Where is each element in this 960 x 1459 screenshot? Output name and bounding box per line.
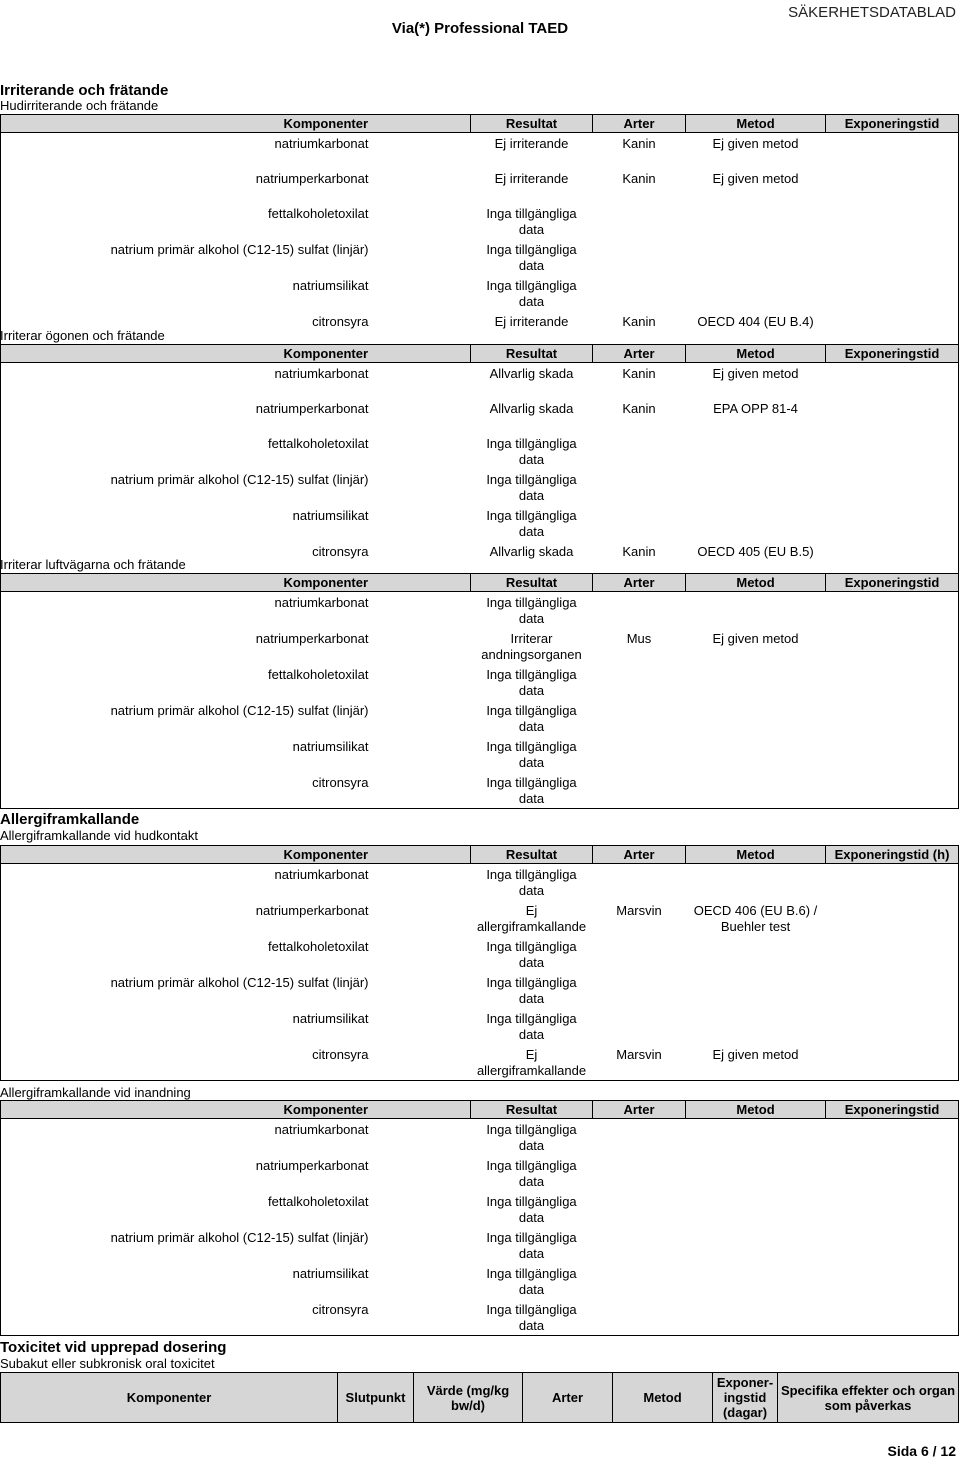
cell-comp: fettalkoholetoxilat [1,1191,471,1227]
table-row [1,592,959,629]
cell-comp: natriumkarbonat [1,864,471,901]
column-header: Arter [523,1373,613,1423]
subtitle-inhalation-sensitization: Allergiframkallande vid inandning [0,1085,191,1100]
cell-method [686,1263,826,1299]
section-title-irritation: Irriterande och frätande [0,82,169,99]
table-header-row [1,574,959,592]
cell-species [593,505,686,541]
cell-comp: natriumsilikat [1,505,471,541]
cell-time [826,864,959,901]
cell-result: Inga tillgängliga data [486,1194,577,1225]
cell-species [593,1263,686,1299]
cell-comp: fettalkoholetoxilat [1,664,471,700]
cell-comp: natriumsilikat [1,275,471,311]
table-row [1,772,959,809]
table-row [1,936,959,972]
column-header: Arter [593,115,686,133]
table-row [1,1227,959,1263]
cell-result: Inga tillgängliga data [486,1266,577,1297]
column-header: Exponer-ingstid (dagar) [713,1373,778,1423]
cell-species [593,864,686,901]
cell-result: Inga tillgängliga data [486,703,577,734]
column-header: Arter [593,1101,686,1119]
table-row [1,398,959,433]
cell-result: Ej irriterande [494,136,569,151]
cell-time [826,1191,959,1227]
column-header: Slutpunkt [338,1373,414,1423]
cell-time [826,133,959,169]
cell-result: Inga tillgängliga data [486,1011,577,1042]
table-row [1,203,959,239]
cell-method: OECD 405 (EU B.5) [686,541,826,577]
column-header: Exponeringstid [826,574,959,592]
cell-time [826,469,959,505]
cell-result: Ej irriterande [494,171,569,186]
page-number: Sida 6 / 12 [887,1443,956,1459]
cell-species [593,972,686,1008]
table-row [1,736,959,772]
cell-comp: natriumkarbonat [1,1119,471,1156]
cell-method [686,736,826,772]
column-header: Exponeringstid [826,115,959,133]
cell-comp: citronsyra [1,1299,471,1336]
cell-method [686,972,826,1008]
cell-method [686,664,826,700]
column-header: Värde (mg/kg bw/d) [414,1373,523,1423]
column-header: Exponeringstid (h) [826,846,959,864]
cell-comp: natriumkarbonat [1,133,471,169]
cell-result: Allvarlig skada [489,401,574,416]
column-header: Arter [593,846,686,864]
cell-time [826,1263,959,1299]
table-row [1,864,959,901]
cell-time [826,1044,959,1081]
cell-method [686,592,826,629]
cell-comp: natriumsilikat [1,736,471,772]
cell-comp: natrium primär alkohol (C12-15) sulfat (linjär) [1,700,471,736]
cell-method [686,433,826,469]
cell-result: Ej allergiframkallande [476,903,587,934]
cell-species [593,239,686,275]
cell-time [826,772,959,809]
table-row [1,1119,959,1156]
cell-species [593,203,686,239]
table-row [1,1155,959,1191]
cell-comp: natriumsilikat [1,1263,471,1299]
cell-method [686,505,826,541]
cell-species [593,1155,686,1191]
table-row [1,1263,959,1299]
repeated-dose-table [0,1372,959,1423]
cell-comp: natrium primär alkohol (C12-15) sulfat (linjär) [1,972,471,1008]
cell-time [826,363,959,399]
column-header: Resultat [471,115,593,133]
table-row [1,628,959,664]
cell-result: Inga tillgängliga data [471,772,593,809]
cell-species: Kanin [593,311,686,347]
subtitle-eye-irritation: Irriterar ögonen och frätande [0,328,165,343]
skin-sensitization-table [0,845,959,1081]
cell-method [686,1227,826,1263]
cell-time [826,972,959,1008]
cell-time [826,664,959,700]
cell-result: Inga tillgängliga data [486,939,577,970]
cell-method [686,1191,826,1227]
cell-method: OECD 406 (EU B.6) / Buehler test [693,903,818,934]
cell-comp: natrium primär alkohol (C12-15) sulfat (linjär) [1,239,471,275]
table-header-row [1,1373,959,1423]
cell-comp: natrium primär alkohol (C12-15) sulfat (linjär) [1,469,471,505]
cell-comp: natriumsilikat [1,1008,471,1044]
table-row [1,700,959,736]
cell-method [686,700,826,736]
cell-comp: natriumkarbonat [1,592,471,629]
table-row [1,469,959,505]
cell-species [593,1119,686,1156]
table-row [1,433,959,469]
cell-time [826,736,959,772]
section-title-repeated-dose: Toxicitet vid upprepad dosering [0,1339,227,1356]
table-row [1,900,959,936]
cell-result: Inga tillgängliga data [486,472,577,503]
column-header: Resultat [471,574,593,592]
cell-time [826,1299,959,1336]
cell-result: Ej irriterande [471,311,593,347]
cell-time [826,311,959,347]
column-header: Exponeringstid [826,1101,959,1119]
column-header: Resultat [471,345,593,363]
cell-method: Ej given metod [712,366,799,381]
cell-method [686,203,826,239]
cell-comp: natriumperkarbonat [1,398,471,433]
cell-method [686,1299,826,1336]
cell-species [593,736,686,772]
column-header: Metod [686,1101,826,1119]
cell-species: Kanin [622,401,656,416]
cell-comp: citronsyra [1,772,471,809]
column-header: Exponeringstid [826,345,959,363]
cell-species [593,1299,686,1336]
cell-method: Ej given metod [712,136,799,151]
column-header: Komponenter [1,115,471,133]
table-row [1,168,959,203]
table-row [1,239,959,275]
cell-species [593,772,686,809]
skin-irritation-table [0,114,959,347]
product-title: Via(*) Professional TAED [391,20,569,37]
cell-species [593,275,686,311]
cell-method [686,1008,826,1044]
cell-method: Ej given metod [686,1044,826,1081]
cell-species [593,1008,686,1044]
cell-result: Inga tillgängliga data [486,867,577,898]
table-row [1,133,959,169]
subtitle-skin-sensitization: Allergiframkallande vid hudkontakt [0,828,198,843]
cell-species [593,469,686,505]
cell-method [686,1119,826,1156]
cell-species: Kanin [593,541,686,577]
cell-time [826,433,959,469]
cell-result: Irriterar andningsorganen [481,631,582,662]
cell-comp: fettalkoholetoxilat [1,433,471,469]
section-title-sensitization: Allergiframkallande [0,811,140,828]
cell-result: Inga tillgängliga data [486,1158,577,1189]
cell-time [826,168,959,203]
cell-method [686,1155,826,1191]
cell-species [593,592,686,629]
column-header: Komponenter [1,574,471,592]
cell-time [826,1155,959,1191]
cell-species [593,1227,686,1263]
cell-comp: natriumperkarbonat [1,628,471,664]
cell-comp: natriumperkarbonat [1,900,471,936]
cell-comp: citronsyra [1,541,471,577]
cell-comp: natrium primär alkohol (C12-15) sulfat (linjär) [1,1227,471,1263]
table-row [1,1044,959,1081]
inhalation-sensitization-table [0,1100,959,1336]
table-row [1,1008,959,1044]
cell-method [686,864,826,901]
table-header-row [1,846,959,864]
cell-species [593,664,686,700]
cell-time [826,203,959,239]
table-row [1,664,959,700]
column-header: Specifika effekter och organ som påverkas [778,1373,959,1423]
cell-species: Marsvin [616,903,662,918]
cell-result: Inga tillgängliga data [486,975,577,1006]
cell-method [686,936,826,972]
cell-result: Inga tillgängliga data [471,1299,593,1336]
cell-species: Kanin [622,171,656,186]
cell-species [593,1191,686,1227]
cell-time [826,541,959,577]
subtitle-oral-toxicity: Subakut eller subkronisk oral toxicitet [0,1356,215,1371]
subtitle-respiratory-irritation: Irriterar luftvägarna och frätande [0,557,186,572]
cell-result: Inga tillgängliga data [486,436,577,467]
cell-species [593,700,686,736]
cell-result: Allvarlig skada [471,541,593,577]
cell-method: Ej given metod [712,171,799,186]
column-header: Arter [593,345,686,363]
cell-comp: citronsyra [1,311,471,347]
cell-result: Inga tillgängliga data [486,1122,577,1153]
cell-time [826,239,959,275]
table-header-row [1,345,959,363]
cell-method: OECD 404 (EU B.4) [686,311,826,347]
cell-result: Inga tillgängliga data [486,739,577,770]
cell-time [826,398,959,433]
cell-species [593,936,686,972]
respiratory-irritation-table [0,573,959,809]
cell-comp: fettalkoholetoxilat [1,936,471,972]
column-header: Komponenter [1,846,471,864]
cell-result: Inga tillgängliga data [486,206,577,237]
cell-result: Inga tillgängliga data [486,1230,577,1261]
table-row [1,1191,959,1227]
cell-time [826,900,959,936]
table-row [1,275,959,311]
table-row [1,505,959,541]
cell-species: Marsvin [593,1044,686,1081]
cell-method: Ej given metod [712,631,799,646]
cell-comp: natriumperkarbonat [1,1155,471,1191]
column-header: Komponenter [1,1101,471,1119]
column-header: Metod [613,1373,713,1423]
column-header: Resultat [471,1101,593,1119]
column-header: Metod [686,574,826,592]
cell-result: Inga tillgängliga data [486,667,577,698]
cell-method [686,469,826,505]
cell-species: Kanin [622,366,656,381]
cell-method [686,772,826,809]
cell-method [686,275,826,311]
cell-result: Inga tillgängliga data [486,242,577,273]
subtitle-skin-irritation: Hudirriterande och frätande [0,98,159,113]
cell-comp: fettalkoholetoxilat [1,203,471,239]
cell-species [593,433,686,469]
cell-result: Inga tillgängliga data [486,508,577,539]
cell-species: Kanin [622,136,656,151]
cell-time [826,936,959,972]
cell-comp: natriumkarbonat [1,363,471,399]
column-header: Komponenter [1,1373,338,1423]
cell-time [826,700,959,736]
cell-time [826,1008,959,1044]
cell-time [826,1227,959,1263]
column-header: Metod [686,846,826,864]
column-header: Arter [593,574,686,592]
table-header-row [1,115,959,133]
document-type: SÄKERHETSDATABLAD [788,4,956,21]
cell-time [826,505,959,541]
cell-result: Allvarlig skada [489,366,574,381]
cell-method: EPA OPP 81-4 [713,401,798,416]
cell-result: Ej allergiframkallande [471,1044,593,1081]
cell-result: Inga tillgängliga data [486,278,577,309]
cell-method [686,239,826,275]
cell-time [826,275,959,311]
column-header: Komponenter [1,345,471,363]
cell-comp: natriumperkarbonat [1,168,471,203]
table-row [1,972,959,1008]
table-row [1,363,959,399]
cell-time [826,592,959,629]
table-header-row [1,1101,959,1119]
cell-comp: citronsyra [1,1044,471,1081]
cell-result: Inga tillgängliga data [486,595,577,626]
table-row [1,1299,959,1336]
cell-time [826,628,959,664]
cell-species: Mus [626,631,652,646]
column-header: Metod [686,115,826,133]
column-header: Metod [686,345,826,363]
eye-irritation-table [0,344,959,577]
cell-time [826,1119,959,1156]
column-header: Resultat [471,846,593,864]
